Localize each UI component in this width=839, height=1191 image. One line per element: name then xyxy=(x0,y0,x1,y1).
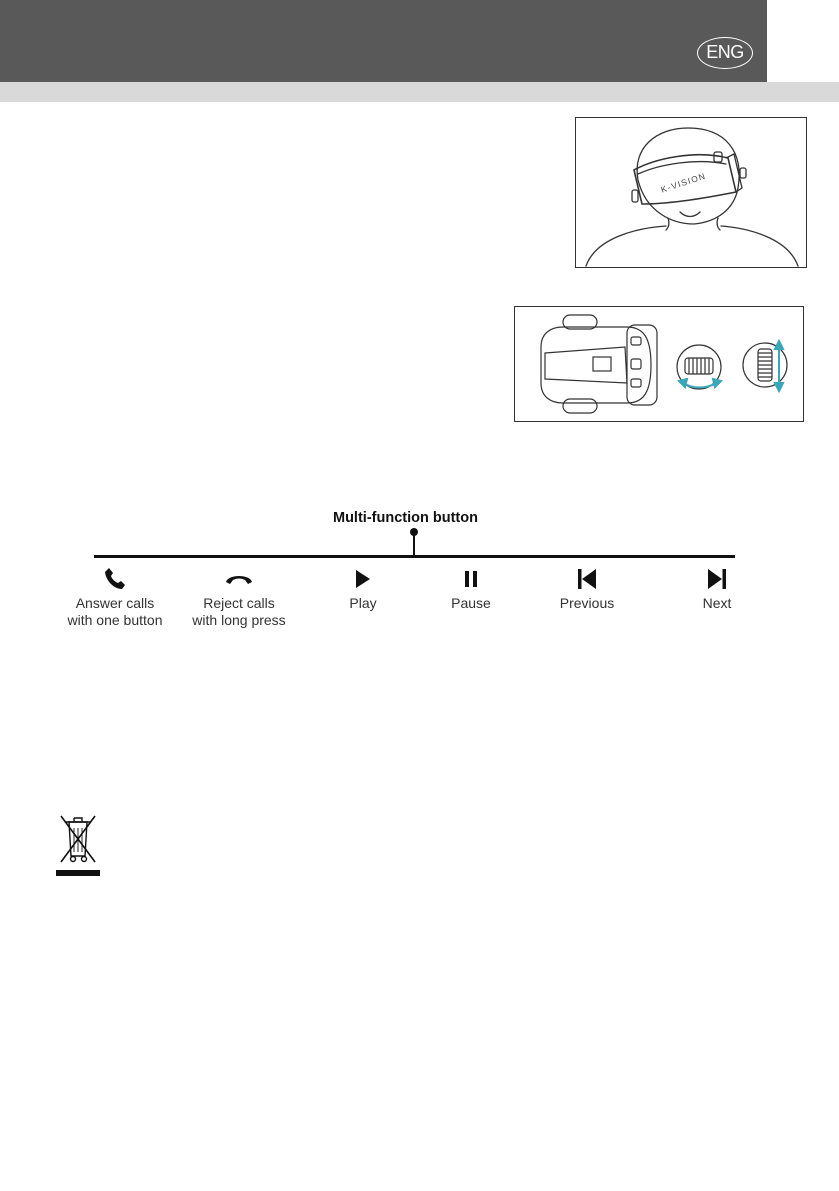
figure-head-wearing xyxy=(575,117,807,268)
function-answer-calls xyxy=(50,565,180,629)
function-label-line1: Reject calls xyxy=(203,595,275,611)
crossed-out-bin-icon xyxy=(53,812,103,878)
next-icon xyxy=(652,565,782,593)
function-label-line1: Pause xyxy=(451,595,491,611)
pause-icon xyxy=(406,565,536,593)
header-strip xyxy=(0,82,839,102)
phone-reject-icon xyxy=(174,565,304,593)
function-label-line1: Next xyxy=(702,595,732,611)
function-label-line1: Previous xyxy=(559,595,615,611)
function-previous xyxy=(522,565,652,612)
function-label-line1: Play xyxy=(349,595,377,611)
language-badge: ENG xyxy=(697,37,753,69)
diagram-title: Multi-function button xyxy=(333,510,478,526)
function-reject-calls xyxy=(174,565,304,629)
timeline-line xyxy=(94,555,735,558)
phone-answer-icon xyxy=(50,565,180,593)
headset-top-view-illustration xyxy=(515,307,805,423)
function-pause xyxy=(406,565,536,612)
button-marker-stem xyxy=(413,532,415,556)
function-next xyxy=(652,565,782,612)
header-tab xyxy=(767,0,839,82)
function-label-line2: with one button xyxy=(67,612,163,628)
previous-icon xyxy=(522,565,652,593)
function-label-line1: Answer calls xyxy=(75,595,155,611)
header-bar xyxy=(0,0,767,82)
brand-text: K-VISION xyxy=(659,170,708,195)
function-label-line2: with long press xyxy=(192,612,286,628)
figure-top-view xyxy=(514,306,804,422)
person-wearing-headset-illustration xyxy=(576,118,808,269)
